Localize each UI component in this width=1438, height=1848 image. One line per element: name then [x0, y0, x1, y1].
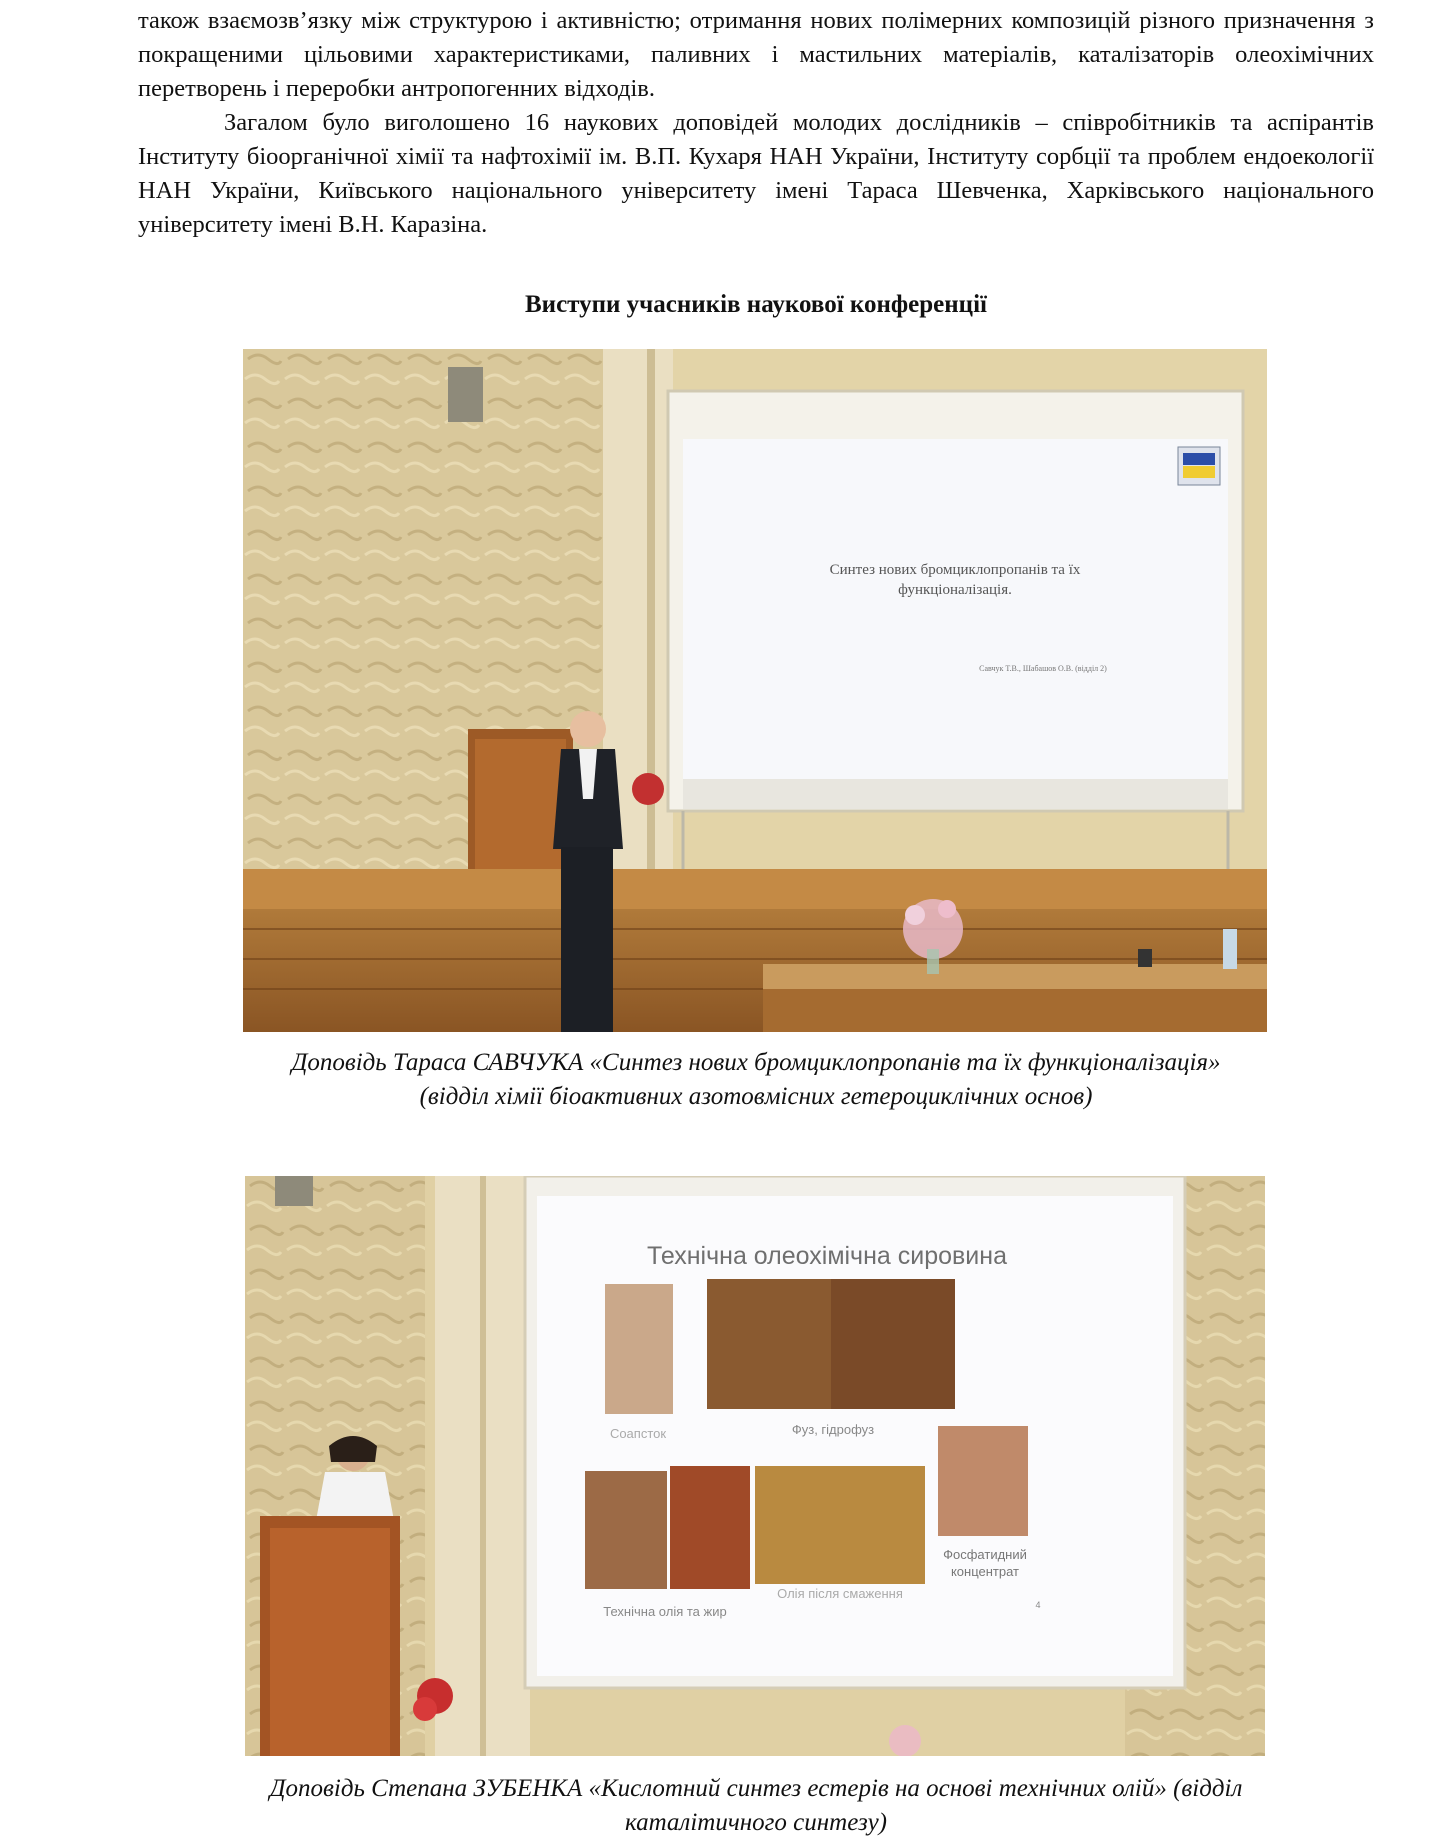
- body-paragraph-2: Загалом було виголошено 16 наукових доповідей молодих дослідників – співробітників та аспірантів Інституту біоорганічної хімії та нафтохімії ім. В.П. Кухаря НАН України, Інституту сорбції та проблем ендоекології НАН України, Київського національного університету імені Тараса Шевченка, Харківського національного університету імені В.Н. Каразіна.: [138, 109, 1374, 238]
- photo-savchuk-talk: [243, 349, 1267, 1032]
- photo-2-caption-line-1: Доповідь Степана ЗУБЕНКА «Кислотний синтез естерів на основі технічних олій» (відділ: [269, 1775, 1243, 1802]
- label-phosphatide-2: концентрат: [950, 1564, 1020, 1579]
- photo-2-caption: [160, 1772, 1352, 1840]
- section-heading: Виступи учасників наукової конференції: [525, 291, 987, 318]
- body-paragraph-1: також взаємозв’язку між структурою і активністю; отримання нових полімерних композицій різного призначення з покращеними цільовими характеристиками, паливних і мастильних матеріалів, каталізаторів олеохімічних перетворень і переробки антропогенних відходів.: [138, 7, 1374, 102]
- photo-2-caption-line-2: каталітичного синтезу): [625, 1809, 887, 1836]
- label-fuz: Фуз, гідрофуз: [791, 1422, 875, 1437]
- label-phosphatide-1: Фосфатидний: [943, 1547, 1027, 1562]
- label-soapstock: Соапсток: [609, 1426, 667, 1441]
- label-tech-oil: Технічна олія та жир: [603, 1604, 727, 1619]
- slide-title-line-2: функціоналізація.: [898, 582, 1012, 598]
- slide-title: Технічна олеохімічна сировина: [647, 1242, 1007, 1270]
- slide-authors: Савчук Т.В., Шабашов О.В. (відділ 2): [979, 664, 1107, 673]
- slide-number: 4: [1035, 1600, 1041, 1610]
- photo-zubenko-talk: [245, 1176, 1265, 1756]
- photo-1-caption-line-1: Доповідь Тараса САВЧУКА «Синтез нових бромциклопропанів та їх функціоналізація»: [291, 1049, 1221, 1076]
- label-frying-oil: Олія після смаження: [777, 1586, 903, 1601]
- photo-1-caption-line-2: (відділ хімії біоактивних азотовмісних гетероциклічних основ): [419, 1083, 1093, 1110]
- photo-1-caption: [160, 1046, 1352, 1114]
- slide-title-line-1: Синтез нових бромциклопропанів та їх: [829, 562, 1081, 578]
